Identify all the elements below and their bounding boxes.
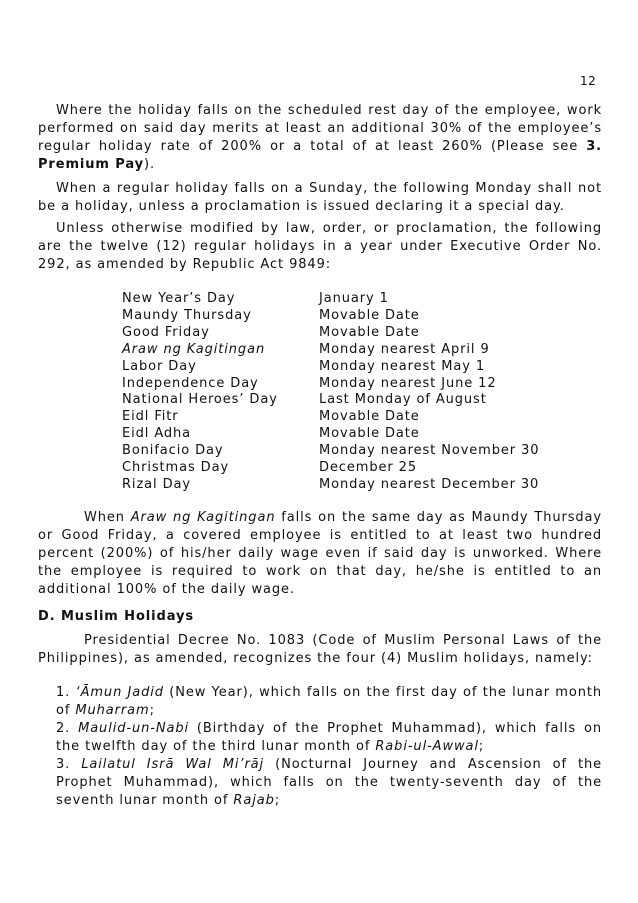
- holiday-name: Christmas Day: [122, 460, 230, 476]
- paragraph-muslim-intro: [38, 632, 602, 667]
- holiday-row: [122, 359, 539, 376]
- holiday-date: Monday nearest May 1: [319, 358, 485, 374]
- holiday-row: [122, 308, 539, 325]
- paragraph-premium-text: Where the holiday falls on the scheduled rest day of the employee, work performed on said day merits at least an additional 30% of the employee’s regular holiday rate of 200% or a total of at least 260% (Please see: [38, 103, 602, 154]
- holiday-name: Bonifacio Day: [122, 443, 224, 459]
- lunar-month-name: Rajab: [233, 793, 275, 808]
- holiday-row: [122, 443, 539, 460]
- list-number: 1.: [56, 685, 76, 700]
- holiday-row: [122, 477, 539, 494]
- holiday-name: Rizal Day: [122, 476, 191, 492]
- holiday-date: Movable Date: [319, 409, 420, 425]
- holiday-table: [122, 291, 539, 494]
- paragraph-premium: [38, 102, 602, 174]
- holiday-name: Maundy Thursday: [122, 307, 252, 323]
- list-number: 2.: [56, 721, 79, 736]
- holiday-name: Eidl Fitr: [122, 409, 179, 425]
- holiday-date: Monday nearest November 30: [319, 443, 540, 459]
- holiday-name: Labor Day: [122, 358, 197, 374]
- holiday-date: Movable Date: [319, 324, 420, 340]
- item-end: ;: [274, 793, 281, 808]
- kagitingan-emphasis: Araw ng Kagitingan: [130, 510, 276, 525]
- holiday-name: National Heroes’ Day: [122, 392, 278, 408]
- holiday-date: Last Monday of August: [319, 392, 487, 408]
- premium-pay-reference: 3. Premium Pay: [38, 139, 602, 172]
- muslim-holiday-description: (Birthday of the Prophet Muhammad), which falls on the twelfth day of the third lunar month of: [56, 721, 602, 754]
- holiday-date: January 1: [319, 291, 389, 306]
- paragraph-premium-end: ).: [144, 157, 156, 172]
- paragraph-regular-holidays-text: Unless otherwise modified by law, order, or proclamation, the following are the twelve (12) regular holidays in a year under Executive Order No. 292, as amended by Republic Act 9849:: [38, 221, 602, 272]
- holiday-date: Monday nearest December 30: [319, 476, 540, 492]
- paragraph-sunday-text: When a regular holiday falls on a Sunday, the following Monday shall not be a holiday, unless a proclamation is issued declaring it a special day.: [38, 181, 602, 214]
- paragraph-kagitingan-rest: falls on the same day as Maundy Thursday or Good Friday, a covered employee is entitled to at least two hundred percent (200%) of his/her daily wage even if said day is unworked. Where the employee is required to work on that day, he/she is entitled to an additional 100% of the daily wage.: [38, 510, 602, 597]
- item-end: ;: [478, 739, 485, 754]
- holiday-date: Monday nearest June 12: [319, 375, 497, 391]
- muslim-holiday-name: Maulid-un-Nabi: [78, 721, 189, 736]
- muslim-holiday-item: [56, 684, 602, 720]
- muslim-holiday-description: (New Year), which falls on the first day of the lunar month of: [56, 685, 602, 718]
- muslim-holiday-item: [56, 720, 602, 756]
- paragraph-muslim-intro-text: Presidential Decree No. 1083 (Code of Muslim Personal Laws of the Philippines), as amended, recognizes the four (4) Muslim holidays, namely:: [38, 633, 602, 666]
- holiday-name: New Year’s Day: [122, 291, 236, 306]
- muslim-holiday-name: Lailatul Isrā Wal Mi’rāj: [81, 757, 265, 772]
- holiday-row: [122, 409, 539, 426]
- lunar-month-name: Muharram: [75, 703, 150, 718]
- holiday-row: [122, 426, 539, 443]
- muslim-holiday-item: [56, 756, 602, 810]
- holiday-date: Movable Date: [319, 307, 420, 323]
- section-heading-muslim-holidays: D. Muslim Holidays: [38, 609, 194, 624]
- muslim-holiday-name: ‘Āmun Jadid: [75, 685, 164, 700]
- holiday-row: [122, 342, 539, 359]
- holiday-name: Independence Day: [122, 375, 259, 391]
- holiday-date: December 25: [319, 460, 417, 476]
- holiday-row: [122, 460, 539, 477]
- muslim-holiday-list: [56, 684, 602, 810]
- holiday-date: Movable Date: [319, 426, 420, 442]
- holiday-name: Eidl Adha: [122, 426, 192, 442]
- holiday-row: [122, 291, 539, 308]
- holiday-row: [122, 392, 539, 409]
- muslim-holiday-description: (Nocturnal Journey and Ascension of the Prophet Muhammad), which falls on the twenty-seventh day of the seventh lunar month of: [56, 757, 602, 808]
- page-number: 12: [580, 74, 597, 88]
- paragraph-regular-holidays: [38, 220, 602, 274]
- holiday-date: Monday nearest April 9: [319, 341, 490, 357]
- holiday-name: Araw ng Kagitingan: [122, 341, 266, 357]
- holiday-name: Good Friday: [122, 324, 210, 340]
- holiday-row: [122, 325, 539, 342]
- paragraph-kagitingan: [38, 509, 602, 599]
- paragraph-kagitingan-start: When: [84, 510, 131, 525]
- holiday-row: [122, 376, 539, 393]
- item-end: ;: [149, 703, 155, 718]
- paragraph-sunday: [38, 180, 602, 216]
- lunar-month-name: Rabi-ul-Awwal: [375, 739, 479, 754]
- list-number: 3.: [56, 757, 82, 772]
